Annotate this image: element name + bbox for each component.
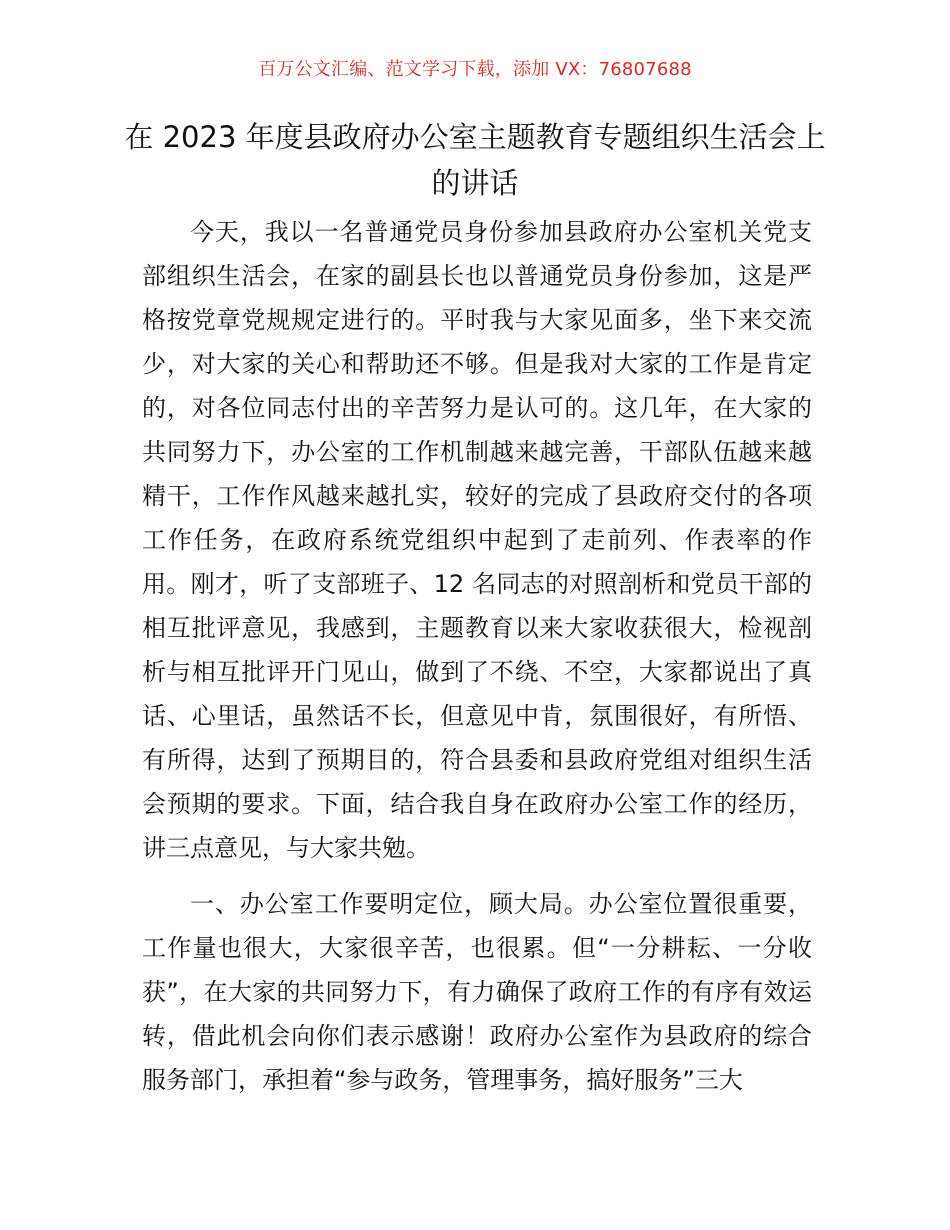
document-body	[142, 210, 812, 1102]
watermark-banner: 百万公文汇编、范文学习下载，添加 VX：76807688	[258, 59, 692, 80]
paragraph-opening: 今天，我以一名普通党员身份参加县政府办公室机关党支部组织生活会，在家的副县长也以普通党员身份参加，这是严格按党章党规规定进行的。平时我与大家见面多，坐下来交流少，对大家的关心和帮助还不够。但是我对大家的工作是肯定的，对各位同志付出的辛苦努力是认可的。这几年，在大家的共同努力下，办公室的工作机制越来越完善，干部队伍越来越精干，工作作风越来越扎实，较好的完成了县政府交付的各项工作任务，在政府系统党组织中起到了走前列、作表率的作用。刚才，听了支部班子、12 名同志的对照剖析和党员干部的相互批评意见，我感到，主题教育以来大家收获很大，检视剖析与相互批评开门见山，做到了不绕、不空，大家都说出了真话、心里话，虽然话不长，但意见中肯，氛围很好，有所悟、有所得，达到了预期目的，符合县委和县政府党组对组织生活会预期的要求。下面，结合我自身在政府办公室工作的经历，讲三点意见，与大家共勉。	[142, 218, 812, 862]
document-title: 在 2023 年度县政府办公室主题教育专题组织生活会上的讲话	[124, 120, 826, 200]
paragraph-point-one: 一、办公室工作要明定位，顾大局。办公室位置很重要，工作量也很大，大家很辛苦，也很累。但“一分耕耘、一分收获”，在大家的共同努力下，有力确保了政府工作的有序有效运转，借此机会向你们表示感谢！政府办公室作为县政府的综合服务部门，承担着“参与政务，管理事务，搞好服务”三大	[142, 890, 812, 1094]
